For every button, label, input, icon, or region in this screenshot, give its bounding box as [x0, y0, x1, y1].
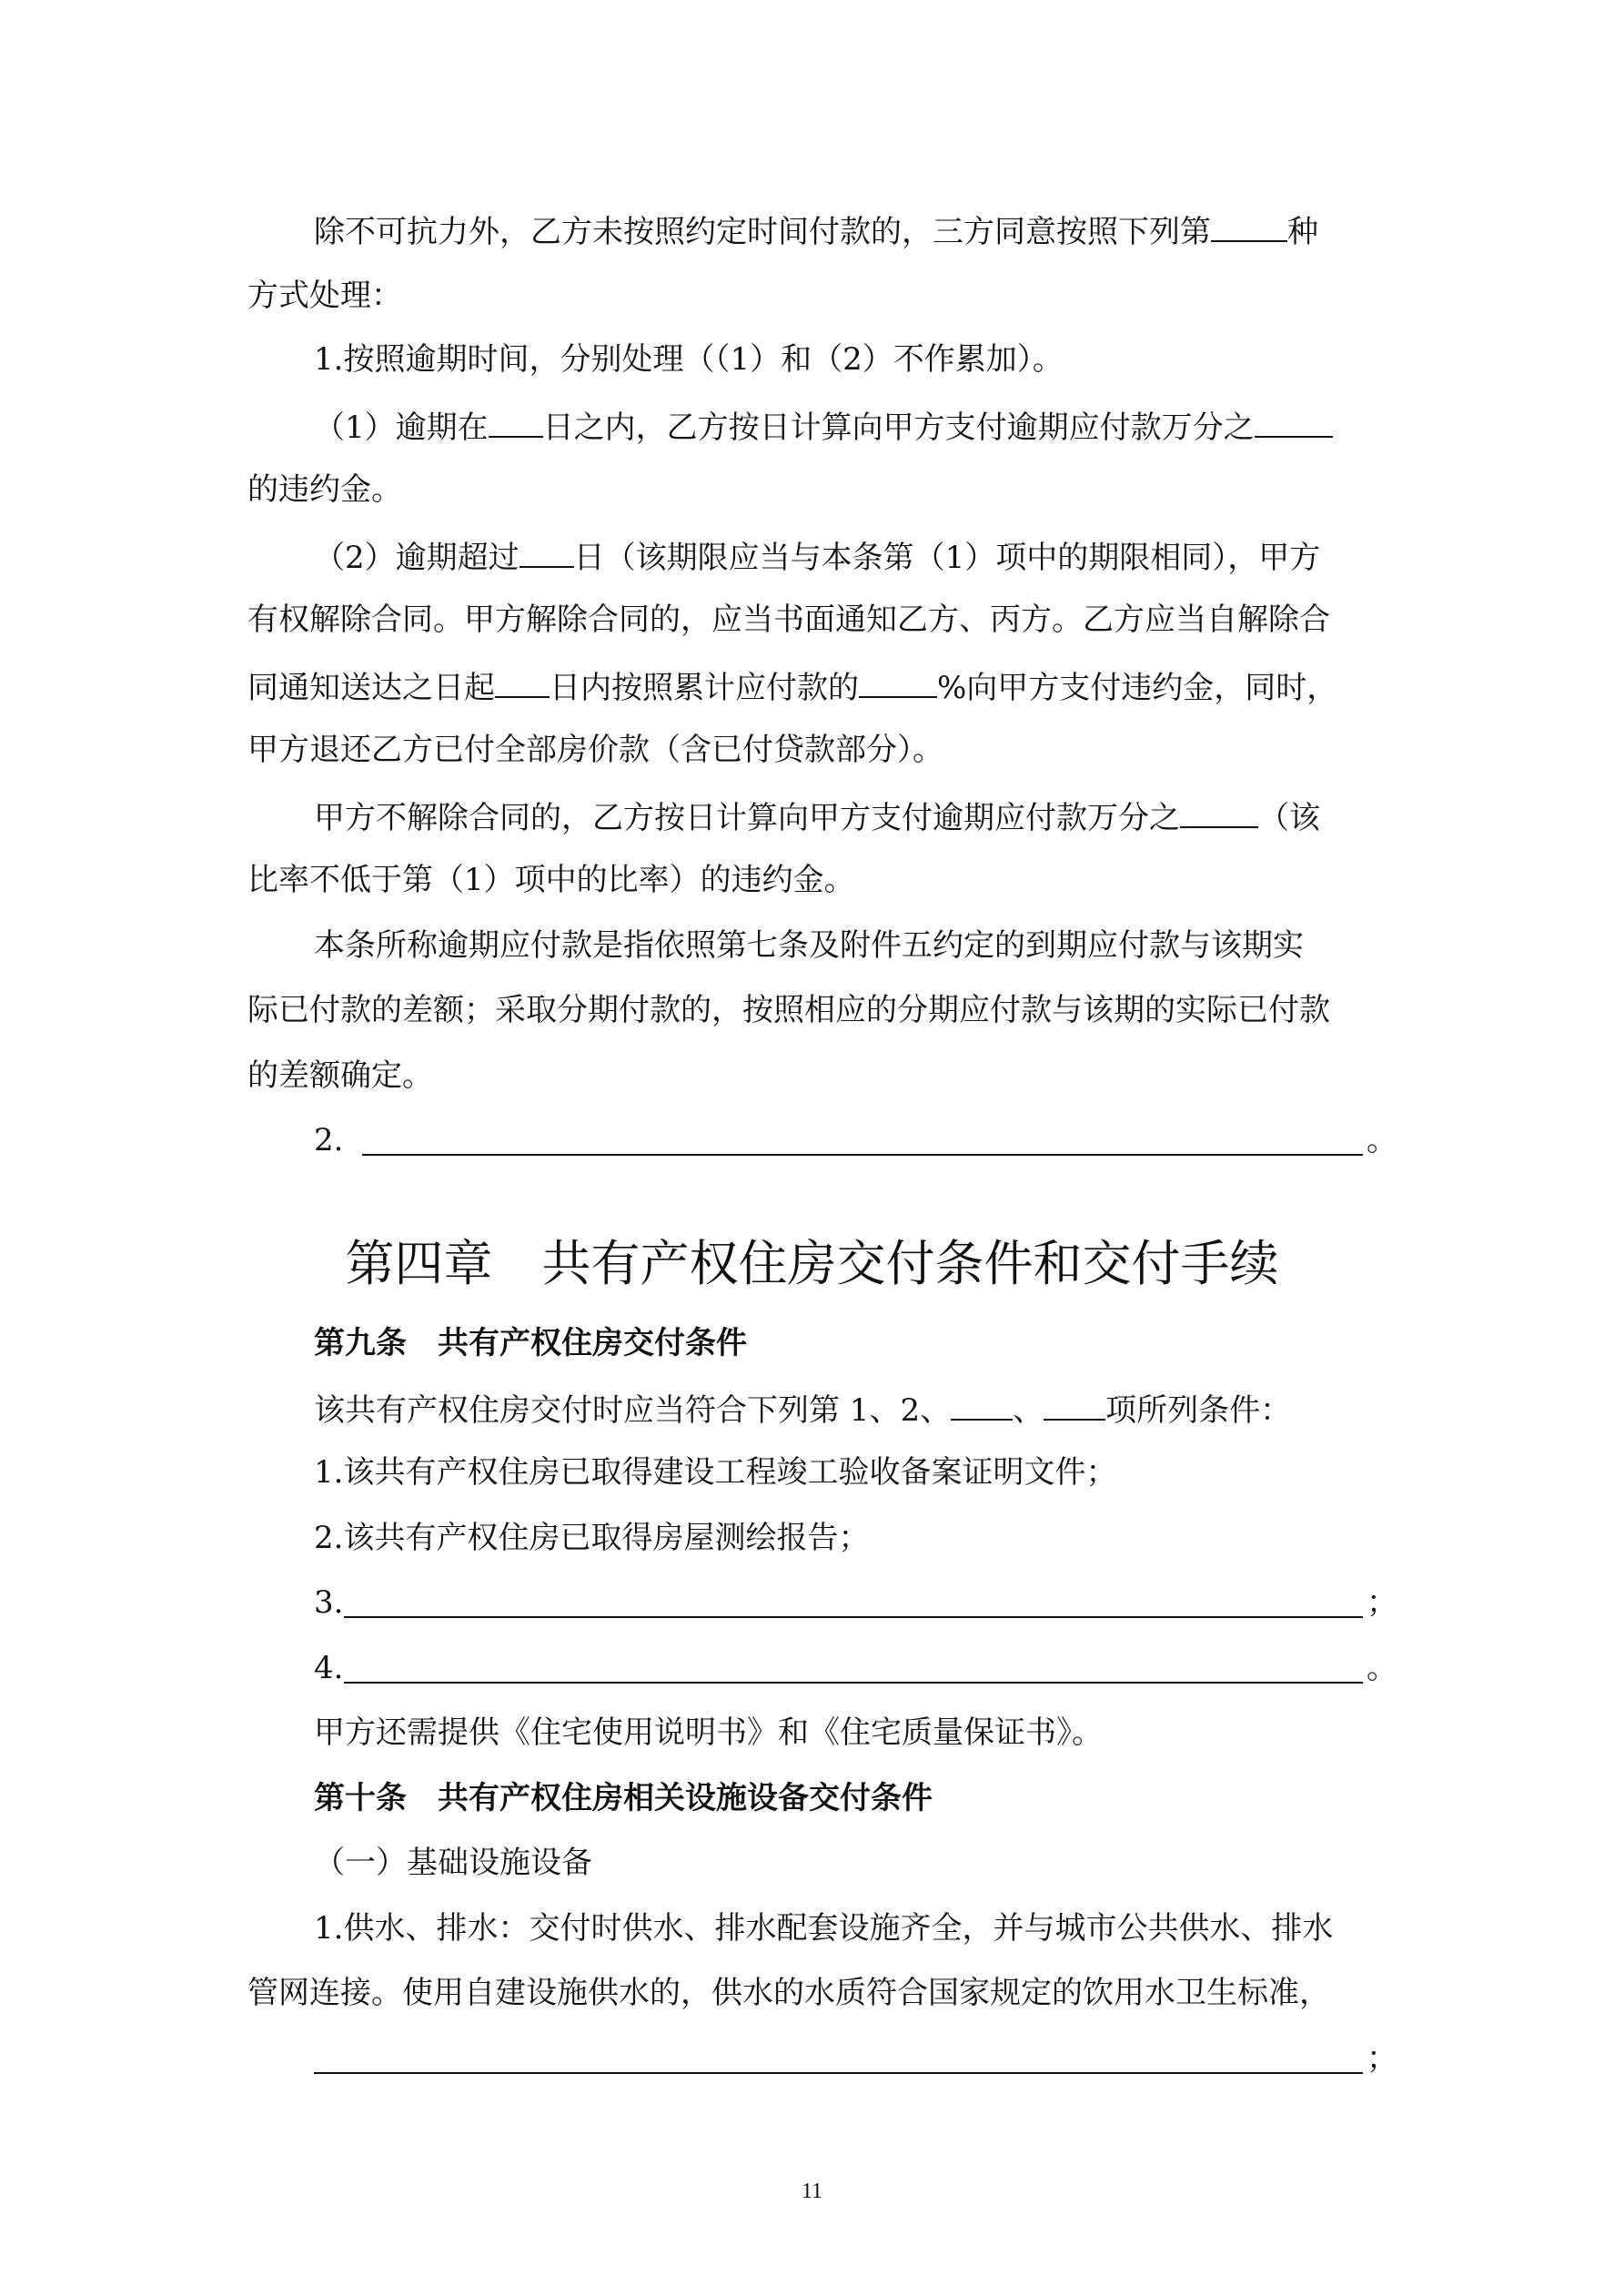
text: 该共有产权住房交付时应当符合下列第 1、2、 — [314, 1392, 952, 1429]
article-9-title — [314, 1325, 747, 1361]
text: 。 — [1367, 1122, 1397, 1158]
text: 项所列条件： — [1105, 1392, 1292, 1429]
text: 1.按照逾期时间，分别处理（（1）和（2）不作累加）。 — [314, 341, 1064, 378]
para-penalty-intro-cont — [247, 278, 402, 314]
item-2-end — [1367, 1122, 1397, 1158]
sub-item-1-cont — [247, 471, 402, 508]
text: 的违约金。 — [247, 471, 402, 508]
text: ； — [1367, 2040, 1397, 2077]
text: 、 — [1013, 1392, 1044, 1429]
sub-item-2-cont — [247, 732, 943, 768]
sub-item-2-cont — [247, 602, 1330, 638]
text: 日内按照累计应付款的 — [550, 670, 859, 706]
chapter-title: 第四章 共有产权住房交付条件和交付手续 — [345, 1235, 1279, 1292]
para-definition — [314, 927, 1304, 964]
article-9-item-1 — [314, 1454, 1116, 1491]
blank-line[interactable] — [344, 1616, 1363, 1618]
article-9-item-3-end — [1367, 1584, 1397, 1621]
article-9-item-3 — [314, 1584, 343, 1621]
text: 第九条 共有产权住房交付条件 — [314, 1325, 747, 1361]
blank-field[interactable] — [519, 537, 574, 568]
label: 3. — [314, 1584, 344, 1621]
para-definition-cont — [247, 1057, 433, 1094]
text: 甲方不解除合同的，乙方按日计算向甲方支付逾期应付款万分之 — [314, 800, 1180, 836]
blank-field[interactable] — [495, 667, 550, 698]
para-penalty-intro — [314, 211, 1318, 250]
blank-line[interactable] — [344, 1682, 1363, 1684]
article-10-item-1 — [314, 1910, 1333, 1947]
text: 的差额确定。 — [247, 1057, 433, 1094]
article-9-intro — [314, 1390, 1291, 1429]
text: （一）基础设施设备 — [314, 1845, 592, 1881]
text: 有权解除合同。甲方解除合同的，应当书面通知乙方、丙方。乙方应当自解除合 — [247, 602, 1330, 638]
text: 方式处理： — [247, 278, 402, 314]
label: 2. — [314, 1122, 344, 1158]
blank-field[interactable] — [951, 1390, 1013, 1421]
text: 2.该共有产权住房已取得房屋测绘报告； — [314, 1520, 870, 1556]
page-number: 11 — [801, 2180, 823, 2203]
sub-item-1 — [314, 407, 1333, 446]
blank-field[interactable] — [489, 407, 543, 438]
sub-item-2 — [314, 537, 1320, 576]
text: （1）逾期在 — [314, 410, 489, 446]
para-definition-cont — [247, 992, 1330, 1028]
item-2 — [314, 1122, 343, 1158]
text: 比率不低于第（1）项中的比率）的违约金。 — [247, 862, 855, 898]
article-10-section-1 — [314, 1845, 592, 1881]
blank-line[interactable] — [362, 1154, 1363, 1156]
text: 日之内，乙方按日计算向甲方支付逾期应付款万分之 — [542, 410, 1255, 446]
article-10-item-1-end — [1367, 2040, 1397, 2077]
text: 日（该期限应当与本条第（1）项中的期限相同），甲方 — [573, 540, 1321, 576]
blank-field[interactable] — [859, 667, 937, 698]
item-1 — [314, 341, 1064, 378]
text: ； — [1367, 1584, 1397, 1621]
text: （该 — [1258, 800, 1320, 836]
article-10-item-1-cont — [247, 1975, 1330, 2011]
text: 甲方还需提供《住宅使用说明书》和《住宅质量保证书》。 — [314, 1714, 1103, 1751]
article-9-item-4 — [314, 1650, 343, 1686]
blank-field[interactable] — [1211, 211, 1287, 242]
blank-line[interactable] — [314, 2072, 1363, 2074]
text: 除不可抗力外，乙方未按照约定时间付款的，三方同意按照下列第 — [314, 214, 1211, 250]
text: 同通知送达之日起 — [247, 670, 495, 706]
blank-field[interactable] — [1255, 407, 1333, 438]
text: 甲方退还乙方已付全部房价款（含已付贷款部分）。 — [247, 732, 943, 768]
text: 际已付款的差额；采取分期付款的，按照相应的分期应付款与该期的实际已付款 — [247, 992, 1330, 1028]
article-9-note — [314, 1714, 1103, 1751]
para-no-termination-cont — [247, 862, 855, 898]
text: 本条所称逾期应付款是指依照第七条及附件五约定的到期应付款与该期实 — [314, 927, 1304, 964]
text: 。 — [1367, 1650, 1397, 1686]
text: 1.该共有产权住房已取得建设工程竣工验收备案证明文件； — [314, 1454, 1117, 1491]
text: 第十条 共有产权住房相关设施设备交付条件 — [314, 1780, 933, 1816]
text: 管网连接。使用自建设施供水的，供水的水质符合国家规定的饮用水卫生标准， — [247, 1975, 1330, 2011]
text: （2）逾期超过 — [314, 540, 519, 576]
para-no-termination — [314, 797, 1320, 836]
article-10-title — [314, 1780, 933, 1816]
article-9-item-4-end — [1367, 1650, 1397, 1686]
sub-item-2-cont — [247, 667, 1337, 706]
text: %向甲方支付违约金，同时， — [937, 670, 1338, 706]
text: 种 — [1287, 214, 1318, 250]
text: 1.供水、排水：交付时供水、排水配套设施齐全，并与城市公共供水、排水 — [314, 1910, 1334, 1947]
article-9-item-2 — [314, 1520, 869, 1556]
blank-field[interactable] — [1180, 797, 1258, 828]
blank-field[interactable] — [1044, 1390, 1105, 1421]
label: 4. — [314, 1650, 344, 1686]
